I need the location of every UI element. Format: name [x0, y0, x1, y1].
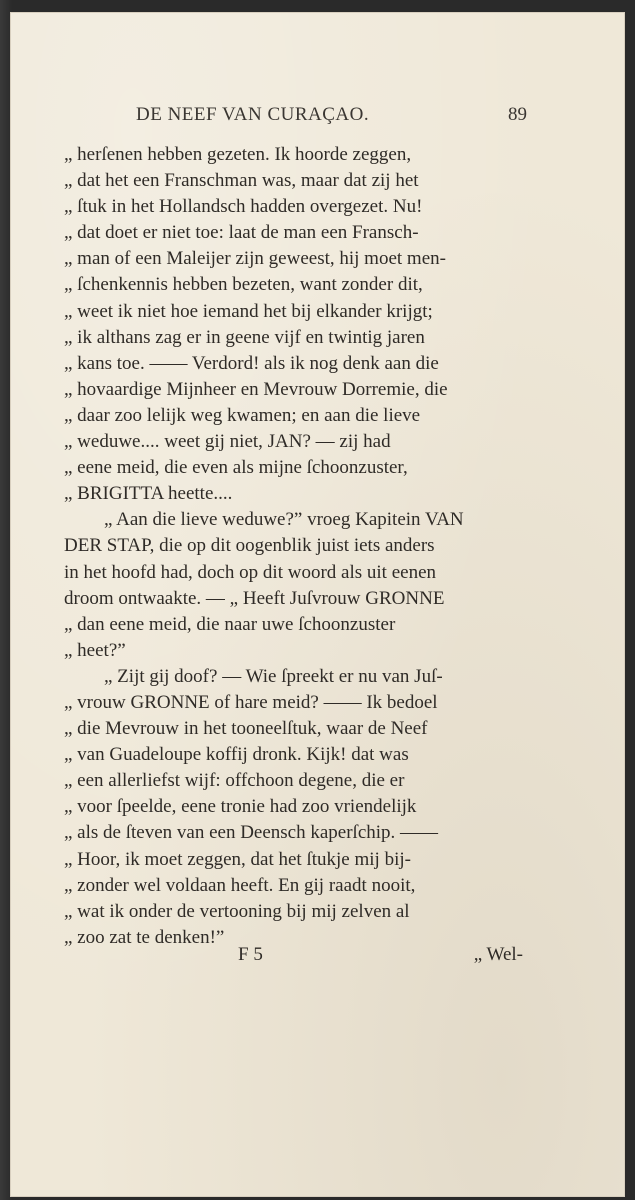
text-line: „ dat het een Franschman was, maar dat zij het: [64, 170, 419, 192]
page-number: 89: [508, 104, 527, 125]
text-line: „ weet ik niet hoe iemand het bij elkander krijgt;: [64, 300, 433, 322]
text-line: „ daar zoo lelijk weg kwamen; en aan die lieve: [64, 404, 421, 426]
text-line: „ Hoor, ik moet zeggen, dat het ſtukje mij bij-: [64, 848, 411, 870]
text-line: „ zonder wel voldaan heeft. En gij raadt nooit,: [64, 874, 416, 896]
text-line: „ als de ſteven van een Deensch kaperſchip. ——: [64, 822, 439, 844]
text-line: DER STAP, die op dit oogenblik juist iets anders: [64, 535, 435, 557]
text-line: „ ſchenkennis hebben bezeten, want zonder dit,: [64, 274, 423, 296]
signature-mark: F 5: [238, 944, 263, 965]
text-line: „ weduwe.... weet gij niet, JAN? — zij had: [64, 431, 391, 453]
text-line: „ BRIGITTA heette....: [64, 483, 233, 505]
text-line: „ hovaardige Mijnheer en Mevrouw Dorremie, die: [64, 378, 448, 400]
text-line: „ Zijt gij doof? — Wie ſpreekt er nu van Juſ-: [104, 665, 443, 687]
text-line: droom ontwaakte. — „ Heeft Juſvrouw GRONNE: [64, 587, 445, 609]
text-line: „ zoo zat te denken!”: [64, 926, 225, 948]
text-line: „ man of een Maleijer zijn geweest, hij moet men-: [64, 248, 446, 270]
text-line: „ dat doet er niet toe: laat de man een Fransch-: [64, 222, 419, 244]
text-line: „ voor ſpeelde, eene tronie had zoo vriendelijk: [64, 796, 417, 818]
text-line: „ kans toe. —— Verdord! als ik nog denk aan die: [64, 352, 439, 374]
text-line: „ eene meid, die even als mijne ſchoonzuster,: [64, 457, 408, 479]
text-line: „ Aan die lieve weduwe?” vroeg Kapitein VAN: [104, 509, 464, 531]
text-line: in het hoofd had, doch op dit woord als uit eenen: [64, 561, 437, 583]
text-line: „ dan eene meid, die naar uwe ſchoonzuster: [64, 613, 396, 635]
text-line: „ een allerliefst wijf: offchoon degene, die er: [64, 770, 405, 792]
text-line: „ van Guadeloupe koffij dronk. Kijk! dat was: [64, 744, 409, 766]
text-line: „ wat ik onder de vertooning bij mij zelven al: [64, 900, 410, 922]
body-text: [64, 142, 502, 951]
catchword: „ Wel-: [473, 944, 523, 965]
text-line: „ ik althans zag er in geene vijf en twintig jaren: [64, 326, 425, 348]
text-line: „ ſtuk in het Hollandsch hadden overgezet. Nu!: [64, 196, 423, 218]
text-line: „ heet?”: [64, 639, 126, 661]
running-header: DE NEEF VAN CURAÇAO.: [136, 104, 370, 125]
text-line: „ herſenen hebben gezeten. Ik hoorde zeggen,: [64, 144, 412, 165]
text-line: „ die Mevrouw in het tooneelſtuk, waar de Neef: [64, 718, 428, 740]
text-line: „ vrouw GRONNE of hare meid? —— Ik bedoel: [64, 691, 438, 713]
